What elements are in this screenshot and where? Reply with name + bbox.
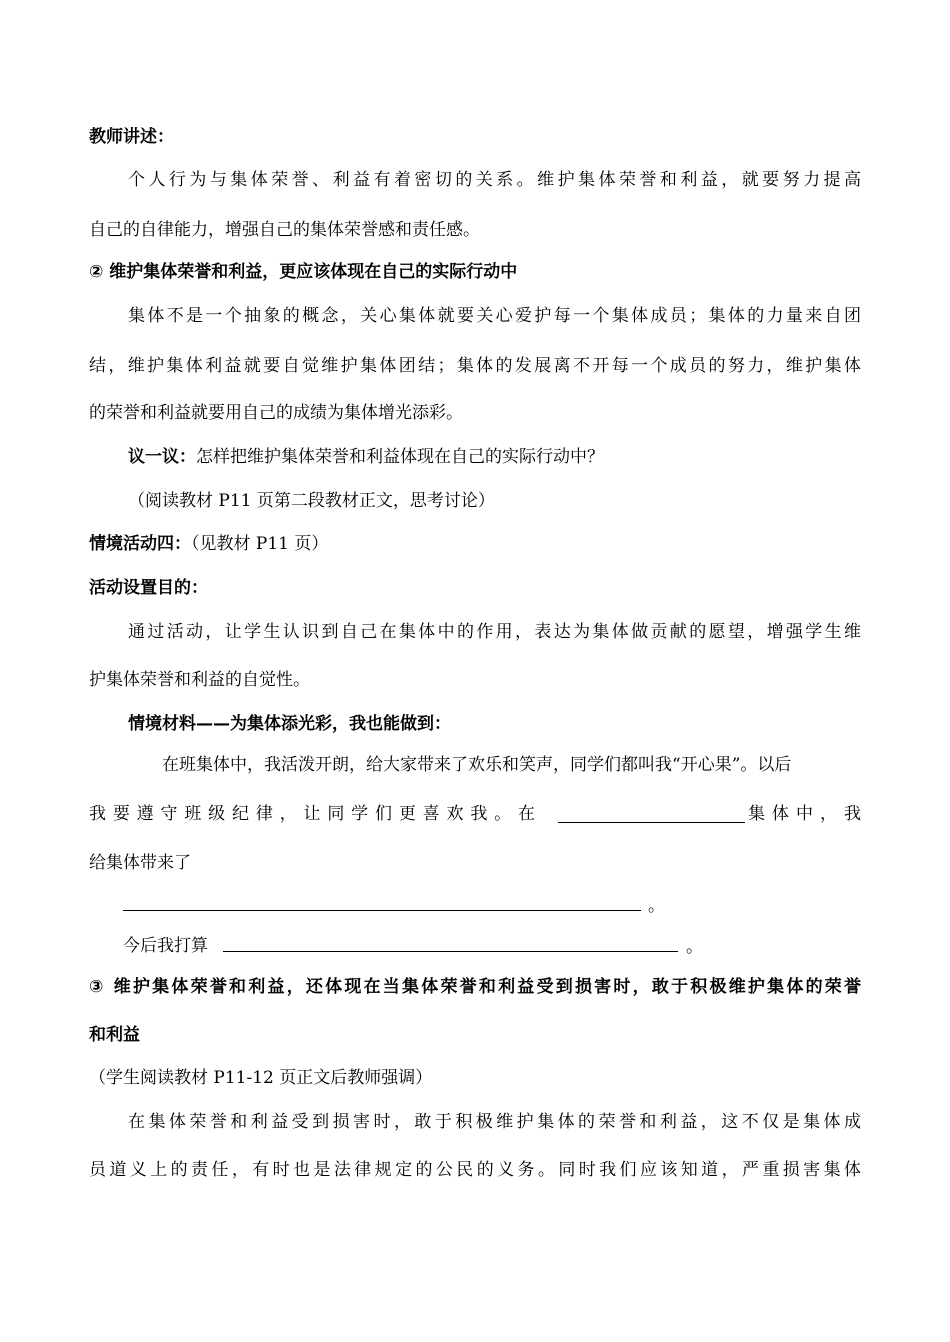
point-3-note: （学生阅读教材 P11-12 页正文后教师强调）	[89, 1068, 433, 1088]
contribution-blank[interactable]	[123, 892, 641, 911]
point-2-line-1: 集体不是一个抽象的概念，关心集体就要关心爱护每一个集体成员；集体的力量来自团	[128, 306, 861, 326]
material-line-2-start: 我要遵守班级纪律，让同学们更喜欢我。在	[89, 804, 535, 824]
teacher-paragraph-line-2: 自己的自律能力，增强自己的集体荣誉感和责任感。	[89, 220, 480, 240]
point-2-heading: ② 维护集体荣誉和利益，更应该体现在自己的实际行动中	[89, 262, 518, 282]
activity-4-text: （见教材 P11 页）	[191, 534, 329, 554]
purpose-line-2: 护集体荣誉和利益的自觉性。	[89, 670, 310, 690]
discussion-label: 议一议：	[128, 447, 196, 467]
teacher-heading: 教师讲述：	[89, 127, 174, 147]
activity-4-label: 情境活动四：	[89, 534, 191, 554]
point-3-heading-line-2: 和利益	[89, 1025, 140, 1045]
material-line-2-end: 集体中，我	[748, 804, 861, 824]
discussion-note: （阅读教材 P11 页第二段教材正文，思考讨论）	[128, 491, 495, 511]
final-paragraph-line-1: 在集体荣誉和利益受到损害时，敢于积极维护集体的荣誉和利益，这不仅是集体成	[128, 1112, 861, 1132]
activity-4-line	[89, 532, 328, 556]
purpose-heading: 活动设置目的：	[89, 578, 208, 598]
contribution-period: 。	[648, 896, 665, 916]
point-3-heading-line-1: ③ 维护集体荣誉和利益，还体现在当集体荣誉和利益受到损害时，敢于积极维护集体的荣誉	[89, 977, 861, 997]
point-2-line-3: 的荣誉和利益就要用自己的成绩为集体增光添彩。	[89, 403, 463, 423]
plan-period: 。	[686, 937, 703, 957]
plan-label: 今后我打算	[123, 936, 208, 956]
material-line-3: 给集体带来了	[89, 853, 191, 873]
plan-blank[interactable]	[223, 933, 678, 952]
material-line-1: 在班集体中，我活泼开朗，给大家带来了欢乐和笑声，同学们都叫我“开心果”。以后	[162, 755, 792, 775]
purpose-line-1: 通过活动，让学生认识到自己在集体中的作用，表达为集体做贡献的愿望，增强学生维	[128, 622, 861, 642]
discussion-question: 怎样把维护集体荣誉和利益体现在自己的实际行动中？	[196, 447, 604, 467]
final-paragraph-line-2: 员道义上的责任，有时也是法律规定的公民的义务。同时我们应该知道，严重损害集体	[89, 1160, 861, 1180]
teacher-paragraph-line-1: 个人行为与集体荣誉、利益有着密切的关系。维护集体荣誉和利益，就要努力提高	[128, 170, 861, 190]
collective-name-blank[interactable]	[558, 804, 745, 823]
point-2-line-2: 结，维护集体利益就要自觉维护集体团结；集体的发展离不开每一个成员的努力，维护集体	[89, 356, 861, 376]
material-heading: 情境材料——为集体添光彩，我也能做到：	[128, 714, 451, 734]
discussion-line	[128, 445, 604, 469]
